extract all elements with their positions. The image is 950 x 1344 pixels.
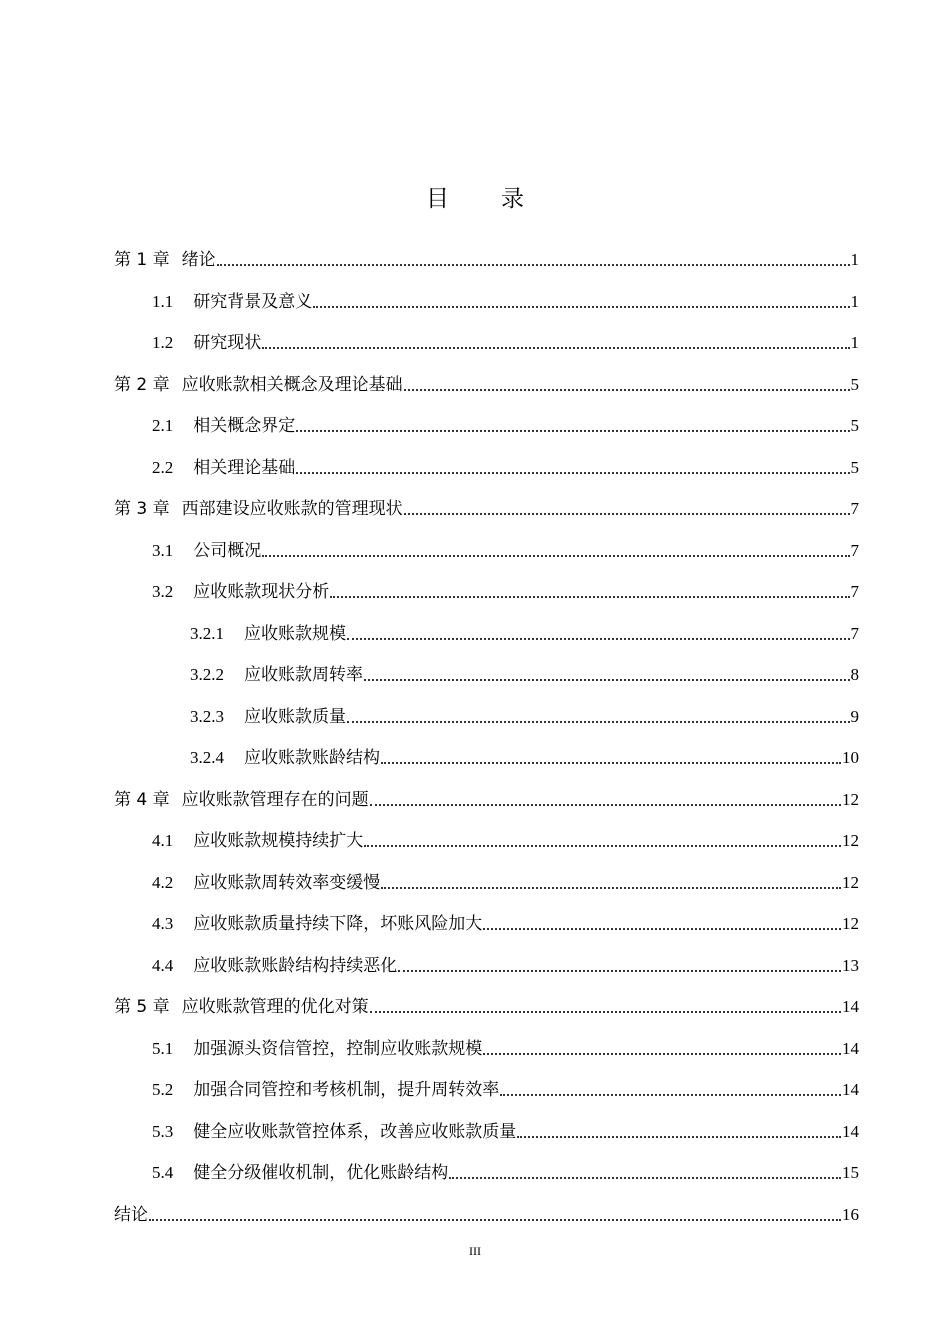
toc-entry-title: 应收账款管理的优化对策 [181, 997, 369, 1017]
toc-entry-title: 西部建设应收账款的管理现状 [181, 499, 403, 519]
toc-entry-title: 公司概况 [193, 540, 262, 561]
toc-entry-number: 4.3 [152, 914, 174, 933]
toc-entry[interactable] [152, 1120, 859, 1144]
toc-entry-title: 应收账款规模持续扩大 [193, 831, 364, 851]
toc-entry-page-number: 15 [842, 1163, 859, 1182]
toc-dot-leader [381, 762, 841, 764]
toc-entry-title: 应收账款质量持续下降，坏账风险加大 [193, 914, 483, 934]
toc-dot-leader [347, 638, 850, 640]
toc-entry-title: 应收账款相关概念及理论基础 [181, 374, 403, 395]
toc-dot-leader [404, 389, 850, 391]
toc-entry-number: 5.3 [152, 1121, 174, 1141]
toc-entry[interactable] [114, 1203, 859, 1227]
toc-entry-number: 1.2 [152, 333, 174, 352]
toc-dot-leader [483, 928, 841, 930]
page-title [0, 180, 950, 213]
toc-entry-title: 应收账款周转效率变缓慢 [193, 872, 381, 893]
toc-entry-title: 加强源头资信管控，控制应收账款规模 [193, 1038, 483, 1059]
toc-entry-title: 健全分级催收机制，优化账龄结构 [193, 1163, 449, 1183]
toc-dot-leader [398, 970, 841, 972]
toc-entry-number: 4.1 [152, 831, 174, 850]
toc-entry[interactable] [152, 1078, 859, 1102]
page-number-footer: III [469, 1244, 481, 1258]
toc-dot-leader [296, 430, 849, 432]
toc-dot-leader [500, 1094, 841, 1096]
toc-dot-leader [364, 679, 850, 681]
toc-entry-number: 第 3 章 [114, 499, 170, 519]
toc-dot-leader [404, 513, 850, 515]
toc-entry-title: 加强合同管控和考核机制，提升周转效率 [193, 1080, 500, 1100]
toc-entry-number: 2.1 [152, 416, 174, 435]
toc-entry-title: 相关概念界定 [193, 416, 296, 436]
toc-entry[interactable] [152, 414, 859, 438]
toc-dot-leader [483, 1053, 841, 1055]
toc-entry-page-number: 8 [850, 665, 859, 684]
toc-entry-number: 第 5 章 [114, 997, 170, 1017]
toc-entry-number: 第 4 章 [114, 789, 170, 810]
toc-entry-title: 应收账款账龄结构持续恶化 [193, 955, 398, 976]
toc-entry-title: 研究现状 [193, 333, 262, 353]
toc-entry-number: 3.2.3 [190, 706, 224, 726]
toc-dot-leader [330, 596, 849, 598]
title-part-1: 目 [426, 186, 449, 212]
toc-entry[interactable] [152, 331, 859, 355]
toc-entry-number: 3.2.4 [190, 748, 224, 767]
toc-entry[interactable] [114, 373, 859, 397]
toc-entry[interactable] [152, 954, 859, 978]
toc-entry-number: 3.2 [152, 582, 174, 601]
toc-entry-number: 3.2.1 [190, 623, 224, 643]
toc-entry-title: 健全应收账款管控体系，改善应收账款质量 [193, 1121, 517, 1142]
toc-dot-leader [370, 1011, 841, 1013]
toc-dot-leader [262, 347, 849, 349]
toc-entry[interactable] [152, 1037, 859, 1061]
toc-entry[interactable] [152, 456, 859, 480]
toc-entry-number: 4.4 [152, 955, 174, 975]
toc-entry[interactable] [190, 663, 859, 687]
toc-entry-page-number: 14 [842, 997, 859, 1016]
toc-entry[interactable] [114, 497, 859, 521]
toc-entry[interactable] [114, 995, 859, 1019]
toc-entry[interactable] [152, 539, 859, 563]
toc-entry-number: 5.2 [152, 1080, 174, 1099]
toc-entry-page-number: 5 [850, 374, 859, 394]
toc-entry-page-number: 16 [842, 1204, 859, 1224]
toc-entry-page-number: 1 [850, 333, 859, 352]
toc-entry-number: 4.2 [152, 872, 174, 892]
toc-entry-page-number: 12 [842, 831, 859, 850]
toc-entry[interactable] [152, 829, 859, 853]
toc-entry-number: 3.1 [152, 540, 174, 560]
toc-entry-number: 第 1 章 [114, 250, 170, 270]
toc-entry-page-number: 5 [850, 457, 859, 477]
toc-entry-title: 相关理论基础 [193, 457, 296, 478]
toc-entry[interactable] [114, 788, 859, 812]
toc-dot-leader [517, 1136, 841, 1138]
toc-dot-leader [347, 721, 850, 723]
toc-entry[interactable] [152, 1161, 859, 1185]
toc-entry-number: 1.1 [152, 291, 174, 311]
toc-entry-title: 应收账款规模 [244, 623, 346, 644]
toc-dot-leader [313, 306, 849, 308]
toc-dot-leader [364, 845, 841, 847]
toc-entry-title: 结论 [114, 1204, 148, 1225]
toc-entry-title: 应收账款质量 [244, 706, 346, 727]
toc-entry-number: 第 2 章 [114, 374, 170, 395]
toc-entry-page-number: 1 [850, 250, 859, 269]
toc-entry-page-number: 5 [850, 416, 859, 435]
toc-entry-title: 研究背景及意义 [193, 291, 313, 312]
toc-entry-page-number: 12 [842, 914, 859, 933]
toc-entry-page-number: 14 [842, 1038, 859, 1058]
title-part-2: 录 [501, 186, 524, 212]
toc-entry[interactable] [190, 746, 859, 770]
toc-entry-page-number: 7 [850, 623, 859, 643]
toc-entry-number: 5.4 [152, 1163, 174, 1182]
toc-entry-number: 5.1 [152, 1038, 174, 1058]
toc-entry-page-number: 1 [850, 291, 859, 311]
toc-entry-title: 应收账款账龄结构 [244, 748, 380, 768]
toc-dot-leader [262, 555, 849, 557]
toc-dot-leader [370, 804, 841, 806]
toc-entry[interactable] [190, 705, 859, 729]
toc-entry-title: 应收账款管理存在的问题 [181, 789, 369, 810]
toc-entry-page-number: 12 [842, 872, 859, 892]
toc-dot-leader [149, 1219, 841, 1221]
toc-entry-title: 应收账款现状分析 [193, 582, 330, 602]
toc-entry-number: 3.2.2 [190, 665, 224, 684]
toc-entry-page-number: 13 [842, 955, 859, 975]
toc-entry-title: 应收账款周转率 [244, 665, 363, 685]
toc-entry-page-number: 7 [850, 540, 859, 560]
toc-dot-leader [381, 887, 841, 889]
toc-entry[interactable] [114, 248, 859, 272]
toc-entry-page-number: 12 [842, 789, 859, 809]
toc-entry[interactable] [152, 580, 859, 604]
toc-entry[interactable] [152, 871, 859, 895]
toc-entry[interactable] [190, 622, 859, 646]
toc-entry[interactable] [152, 290, 859, 314]
toc-entry-title: 绪论 [181, 250, 216, 270]
toc-entry-number: 2.2 [152, 457, 174, 477]
toc-dot-leader [296, 472, 849, 474]
toc-entry[interactable] [152, 912, 859, 936]
toc-entry-page-number: 14 [842, 1080, 859, 1099]
toc-entry-page-number: 9 [850, 706, 859, 726]
toc-entry-page-number: 7 [850, 499, 859, 518]
toc-entry-page-number: 10 [842, 748, 859, 767]
toc-entry-page-number: 14 [842, 1121, 859, 1141]
toc-dot-leader [217, 264, 850, 266]
toc-entry-page-number: 7 [850, 582, 859, 601]
toc-dot-leader [449, 1177, 841, 1179]
